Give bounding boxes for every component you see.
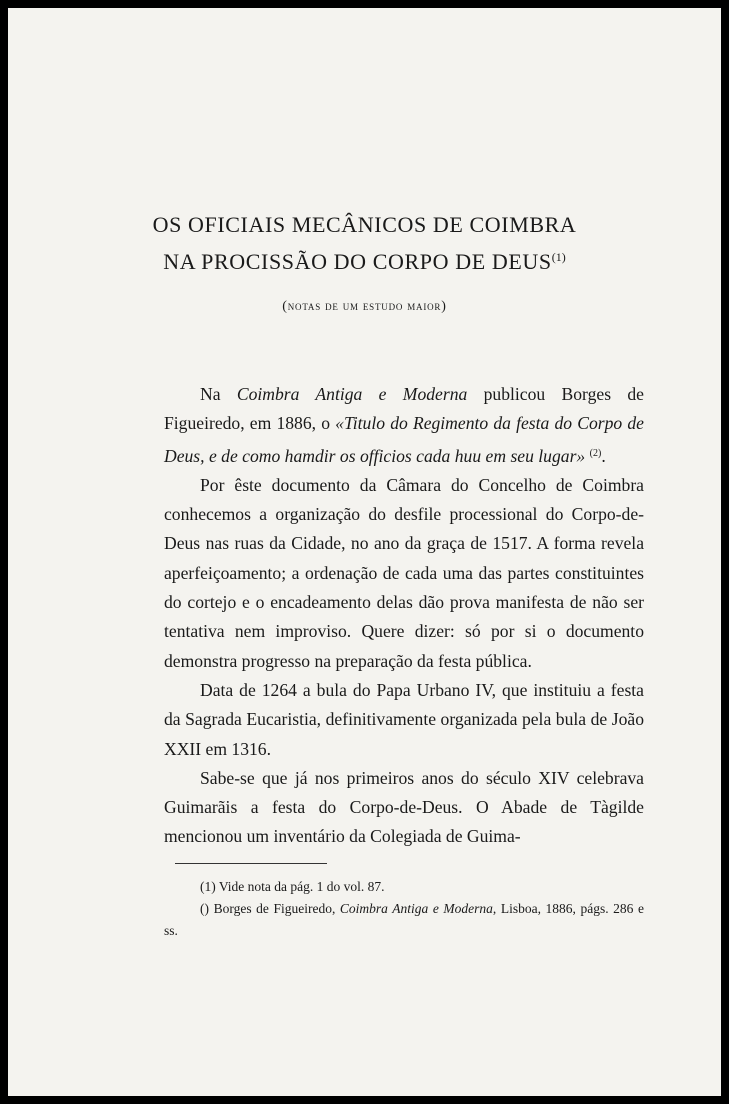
- footnote-2-text-a: () Borges de Figueiredo,: [200, 901, 340, 916]
- subtitle-open-paren: (: [282, 299, 288, 314]
- footnote-2: [164, 898, 644, 942]
- paragraph-1: [164, 380, 644, 471]
- subtitle-close-paren: ): [441, 299, 447, 314]
- p1-footnote-ref: (2): [589, 447, 602, 459]
- title-line-1: OS OFICIAIS MECÂNICOS DE COIMBRA: [152, 212, 577, 237]
- footnote-2-text-c: , Lisboa, 1886, págs. 286 e ss.: [164, 901, 644, 938]
- body-text: [164, 380, 644, 852]
- chapter-subtitle: [8, 298, 721, 315]
- footnote-divider: [175, 863, 327, 864]
- p1-text-a: Na: [200, 384, 237, 404]
- footnote-2-book-title: Coimbra Antiga e Moderna: [339, 901, 493, 916]
- p1-period: .: [601, 445, 606, 466]
- title-line-2: [8, 241, 721, 278]
- footnote-1: (1) Vide nota da pág. 1 do vol. 87.: [200, 879, 385, 894]
- paragraph-2: Por êste documento da Câmara do Concelho de Coimbra conhecemos a organização do desfile processional do Corpo-de-Deus nas ruas da Cidade, no ano da graça de 1517. A forma revela aperfeiçoamento; a ordenação de cada uma das partes constituintes do cortejo e o encadeamento delas dão prova manifesta de não ser tentativa nem improviso. Quere dizer: só por si o documento demonstra progresso na preparação da festa pública.: [164, 474, 644, 671]
- p1-document-title: «Titulo do Regimento da festa do Corpo de Deus, e de como hamdir os officios cada huu em seu lugar»: [164, 413, 644, 466]
- document-page: [8, 8, 721, 1096]
- footnotes: [164, 876, 644, 942]
- chapter-title: [8, 208, 721, 278]
- paragraph-3: Data de 1264 a bula do Papa Urbano IV, que instituiu a festa da Sagrada Eucaristia, definitivamente organizada pela bula de João XXII em 1316.: [164, 679, 644, 759]
- paragraph-4: Sabe-se que já nos primeiros anos do século XIV celebrava Guimarãis a festa do Corpo-de-Deus. O Abade de Tàgilde mencionou um inventário da Colegiada de Guima-: [164, 767, 644, 847]
- p1-text-c: publicou Borges de Figueiredo, em 1886, o: [164, 384, 644, 434]
- title-line-2-text: NA PROCISSÃO DO CORPO DE DEUS: [163, 249, 552, 274]
- subtitle-text: notas de um estudo maior: [287, 298, 442, 313]
- p1-book-title: Coimbra Antiga e Moderna: [236, 384, 468, 404]
- title-footnote-mark: (1): [551, 250, 566, 264]
